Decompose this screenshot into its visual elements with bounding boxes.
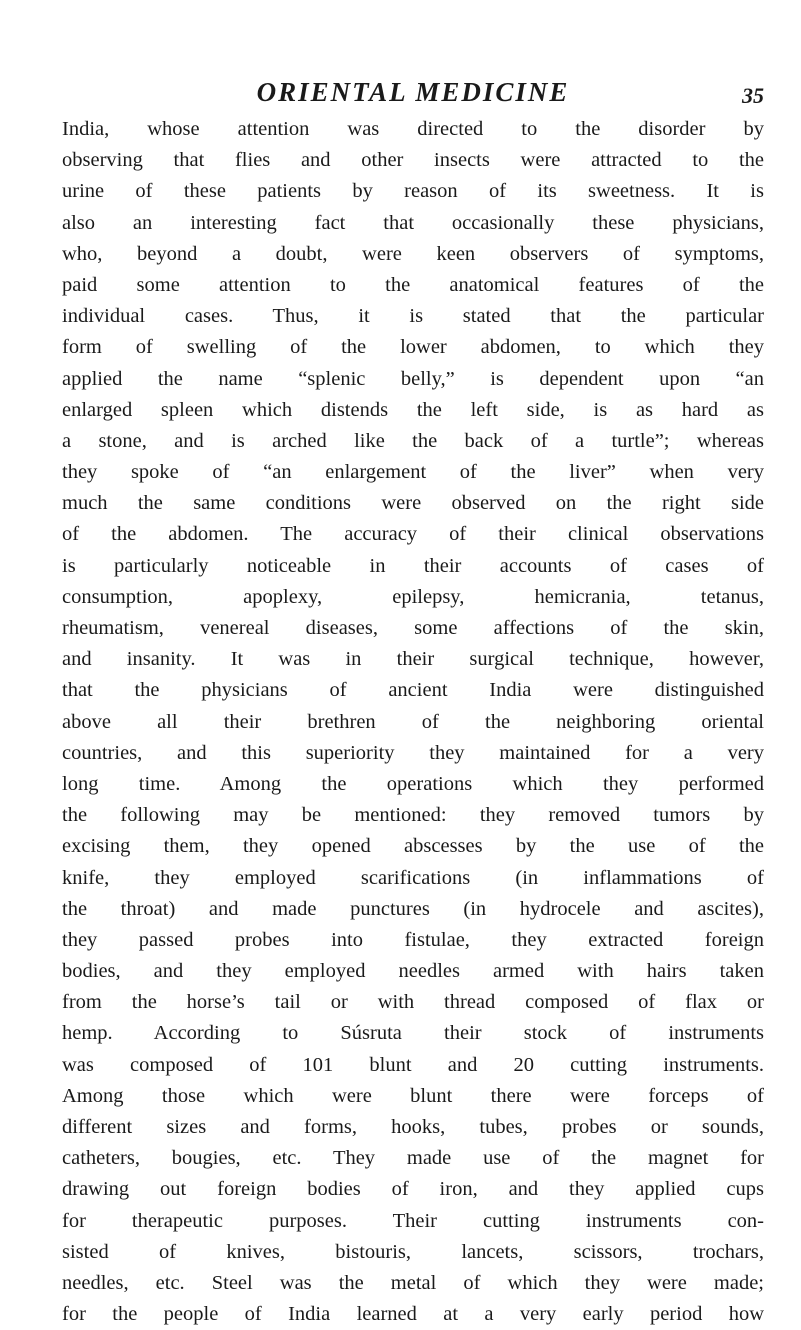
text-line: rheumatism, venereal diseases, some affections of the skin, bbox=[62, 617, 764, 639]
text-line: hemp. According to Súsruta their stock of instruments bbox=[62, 1022, 764, 1045]
text-line: long time. Among the operations which they performed bbox=[62, 772, 764, 795]
text-line: form of swelling of the lower abdomen, to which they bbox=[62, 336, 764, 359]
text-line: needles, etc. Steel was the metal of which they were made; bbox=[62, 1271, 764, 1294]
text-line: observing that flies and other insects were attracted to the bbox=[62, 149, 764, 172]
text-line: individual cases. Thus, it is stated that the particular bbox=[62, 305, 764, 328]
text-line: from the horse’s tail or with thread composed of flax or bbox=[62, 991, 764, 1014]
text-line: drawing out foreign bodies of iron, and they applied cups bbox=[62, 1178, 764, 1201]
text-line: also an interesting fact that occasionally these physicians, bbox=[62, 211, 764, 234]
text-line: India, whose attention was directed to the disorder by bbox=[62, 118, 764, 140]
text-line: is particularly noticeable in their accounts of cases of bbox=[62, 554, 764, 577]
text-line: catheters, bougies, etc. They made use of the magnet for bbox=[62, 1147, 764, 1170]
text-line: applied the name “splenic belly,” is dependent upon “an bbox=[62, 367, 764, 390]
text-line: Among those which were blunt there were forceps of bbox=[62, 1084, 764, 1107]
text-line: they spoke of “an enlargement of the liver” when very bbox=[62, 461, 764, 484]
body-paragraph bbox=[62, 114, 764, 1330]
text-line: much the same conditions were observed on the right side bbox=[62, 492, 764, 515]
text-line: bodies, and they employed needles armed with hairs taken bbox=[62, 960, 764, 983]
text-line: urine of these patients by reason of its sweetness. It is bbox=[62, 180, 764, 203]
text-line: enlarged spleen which distends the left side, is as hard as bbox=[62, 398, 764, 421]
page-header bbox=[62, 70, 764, 114]
page-number: 35 bbox=[742, 83, 764, 108]
text-line: of the abdomen. The accuracy of their clinical observations bbox=[62, 523, 764, 546]
text-line: different sizes and forms, hooks, tubes, probes or sounds, bbox=[62, 1116, 764, 1138]
text-line: the throat) and made punctures (in hydrocele and ascites), bbox=[62, 897, 764, 920]
text-line: was composed of 101 blunt and 20 cutting instruments. bbox=[62, 1053, 764, 1076]
text-line: for the people of India learned at a very early period how bbox=[62, 1303, 764, 1326]
text-line: they passed probes into fistulae, they extracted foreign bbox=[62, 928, 764, 951]
text-line: sisted of knives, bistouris, lancets, scissors, trochars, bbox=[62, 1240, 764, 1263]
text-line: paid some attention to the anatomical features of the bbox=[62, 273, 764, 296]
text-line: that the physicians of ancient India were distinguished bbox=[62, 679, 764, 702]
text-line: consumption, apoplexy, epilepsy, hemicrania, tetanus, bbox=[62, 585, 764, 608]
running-head: ORIENTAL MEDICINE bbox=[256, 77, 570, 107]
text-line: knife, they employed scarifications (in inflammations of bbox=[62, 866, 764, 889]
text-line: the following may be mentioned: they removed tumors by bbox=[62, 804, 764, 827]
text-line: for therapeutic purposes. Their cutting instruments con- bbox=[62, 1209, 764, 1232]
text-line: countries, and this superiority they maintained for a very bbox=[62, 741, 764, 764]
text-line: who, beyond a doubt, were keen observers of symptoms, bbox=[62, 242, 764, 265]
text-line: above all their brethren of the neighboring oriental bbox=[62, 710, 764, 733]
text-line: a stone, and is arched like the back of a turtle”; whereas bbox=[62, 429, 764, 452]
text-line: excising them, they opened abscesses by the use of the bbox=[62, 835, 764, 858]
text-line: and insanity. It was in their surgical technique, however, bbox=[62, 648, 764, 671]
